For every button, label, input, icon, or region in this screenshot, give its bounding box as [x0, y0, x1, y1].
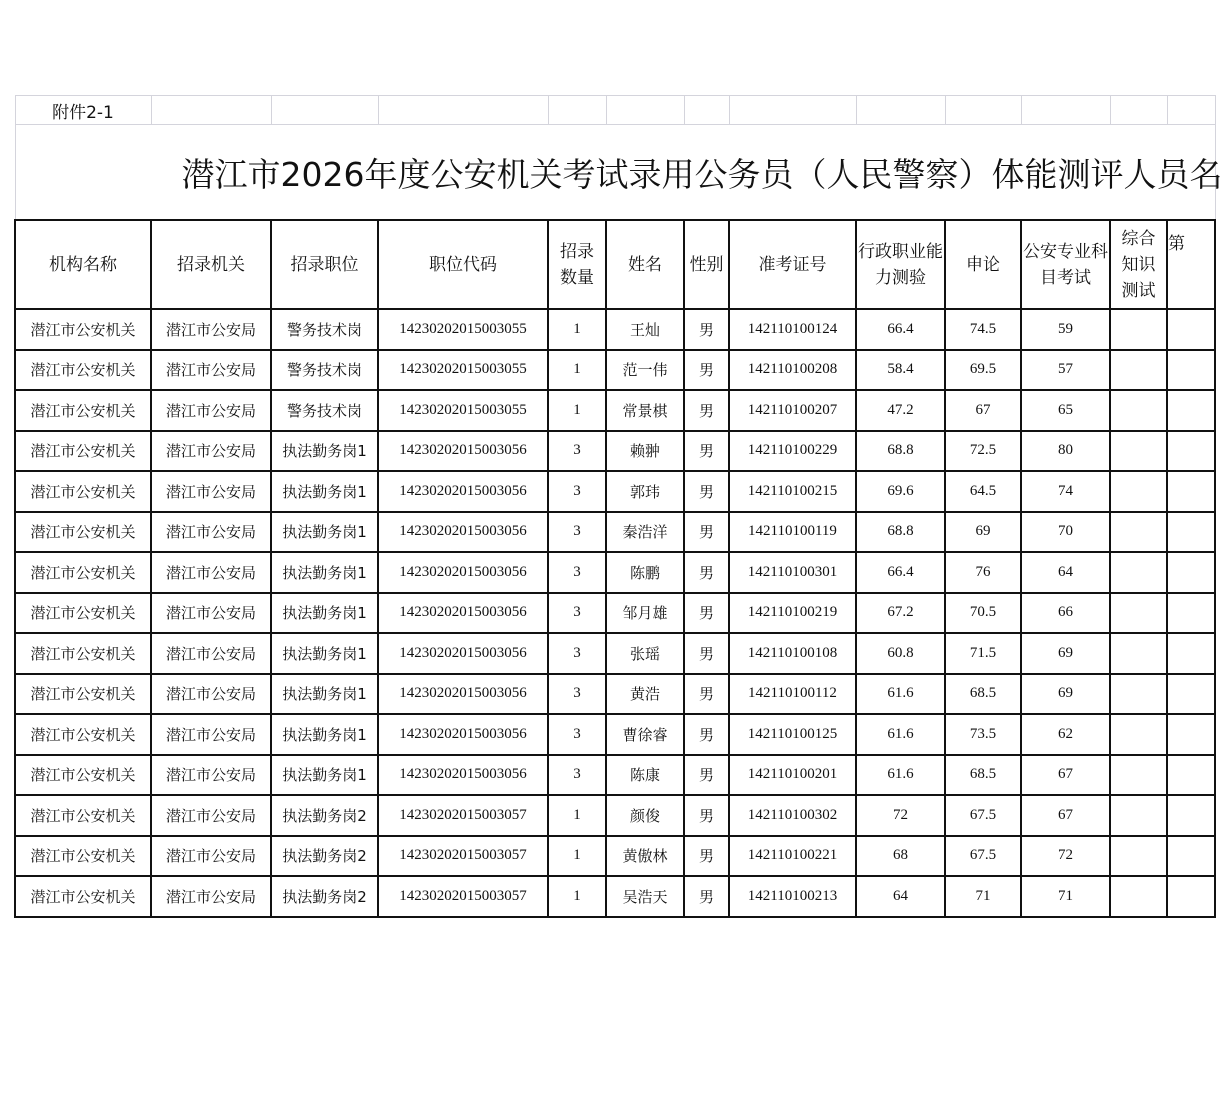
cell-org-name[interactable]: 潜江市公安机关: [15, 350, 151, 391]
cell-quota[interactable]: 3: [548, 714, 606, 755]
cell-ticket-number[interactable]: 142110100112: [729, 674, 856, 715]
column-header-position[interactable]: 招录职位: [271, 220, 378, 309]
cell-essay[interactable]: 73.5: [945, 714, 1021, 755]
cell-aptitude-test[interactable]: 60.8: [856, 633, 945, 674]
cell-org-name[interactable]: 潜江市公安机关: [15, 795, 151, 836]
cell-quota[interactable]: 3: [548, 633, 606, 674]
cell-extra[interactable]: [1167, 714, 1215, 755]
cell-essay[interactable]: 70.5: [945, 593, 1021, 634]
cell-name[interactable]: 王灿: [606, 309, 684, 350]
cell-name[interactable]: 吴浩天: [606, 876, 684, 917]
cell-general-knowledge[interactable]: [1110, 674, 1167, 715]
cell-police-subject[interactable]: 62: [1021, 714, 1110, 755]
empty-cell[interactable]: [945, 96, 1021, 125]
cell-essay[interactable]: 67.5: [945, 795, 1021, 836]
cell-position-code[interactable]: 14230202015003056: [378, 471, 548, 512]
table-row: [15, 431, 1215, 472]
table-row: [15, 390, 1215, 431]
cell-position[interactable]: 执法勤务岗1: [271, 471, 378, 512]
cell-essay[interactable]: 71: [945, 876, 1021, 917]
cell-position[interactable]: 执法勤务岗2: [271, 836, 378, 877]
cell-essay[interactable]: 69.5: [945, 350, 1021, 391]
column-header-gender[interactable]: 性别: [684, 220, 729, 309]
table-row: [15, 755, 1215, 796]
empty-cell[interactable]: [271, 96, 378, 125]
cell-police-subject[interactable]: 80: [1021, 431, 1110, 472]
cell-recruiting-agency[interactable]: 潜江市公安局: [151, 390, 271, 431]
cell-essay[interactable]: 64.5: [945, 471, 1021, 512]
cell-name[interactable]: 张瑶: [606, 633, 684, 674]
cell-org-name[interactable]: 潜江市公安机关: [15, 674, 151, 715]
cell-quota[interactable]: 3: [548, 552, 606, 593]
header-row: [15, 220, 1215, 309]
empty-cell[interactable]: [548, 96, 606, 125]
cell-general-knowledge[interactable]: [1110, 309, 1167, 350]
cell-aptitude-test[interactable]: 47.2: [856, 390, 945, 431]
cell-position[interactable]: 执法勤务岗1: [271, 674, 378, 715]
empty-cell[interactable]: [378, 96, 548, 125]
cell-recruiting-agency[interactable]: 潜江市公安局: [151, 552, 271, 593]
cell-general-knowledge[interactable]: [1110, 471, 1167, 512]
cell-position-code[interactable]: 14230202015003056: [378, 512, 548, 553]
column-header-recruiting-agency[interactable]: 招录机关: [151, 220, 271, 309]
cell-name[interactable]: 陈鹏: [606, 552, 684, 593]
cell-essay[interactable]: 67: [945, 390, 1021, 431]
cell-position[interactable]: 执法勤务岗2: [271, 876, 378, 917]
cell-position[interactable]: 执法勤务岗1: [271, 755, 378, 796]
cell-extra[interactable]: [1167, 471, 1215, 512]
cell-position-code[interactable]: 14230202015003055: [378, 350, 548, 391]
cell-position-code[interactable]: 14230202015003056: [378, 755, 548, 796]
column-header-quota[interactable]: 招录数量: [548, 220, 606, 309]
cell-position[interactable]: 执法勤务岗1: [271, 512, 378, 553]
cell-ticket-number[interactable]: 142110100219: [729, 593, 856, 634]
cell-extra[interactable]: [1167, 674, 1215, 715]
cell-essay[interactable]: 68.5: [945, 674, 1021, 715]
cell-aptitude-test[interactable]: 61.6: [856, 755, 945, 796]
cell-position-code[interactable]: 14230202015003056: [378, 674, 548, 715]
cell-ticket-number[interactable]: 142110100108: [729, 633, 856, 674]
cell-general-knowledge[interactable]: [1110, 795, 1167, 836]
cell-org-name[interactable]: 潜江市公安机关: [15, 390, 151, 431]
table-row: [15, 350, 1215, 391]
cell-aptitude-test[interactable]: 69.6: [856, 471, 945, 512]
cell-essay[interactable]: 74.5: [945, 309, 1021, 350]
cell-gender[interactable]: 男: [684, 674, 729, 715]
cell-org-name[interactable]: 潜江市公安机关: [15, 755, 151, 796]
table-row: [15, 512, 1215, 553]
cell-police-subject[interactable]: 71: [1021, 876, 1110, 917]
table-row: [15, 309, 1215, 350]
cell-general-knowledge[interactable]: [1110, 390, 1167, 431]
cell-quota[interactable]: 1: [548, 390, 606, 431]
table-row: [15, 876, 1215, 917]
empty-cell[interactable]: [856, 96, 945, 125]
cell-ticket-number[interactable]: 142110100207: [729, 390, 856, 431]
cell-quota[interactable]: 3: [548, 471, 606, 512]
cell-gender[interactable]: 男: [684, 836, 729, 877]
cell-org-name[interactable]: 潜江市公安机关: [15, 876, 151, 917]
cell-gender[interactable]: 男: [684, 593, 729, 634]
table-row: [15, 836, 1215, 877]
cell-police-subject[interactable]: 67: [1021, 795, 1110, 836]
cell-essay[interactable]: 71.5: [945, 633, 1021, 674]
cell-general-knowledge[interactable]: [1110, 350, 1167, 391]
cell-police-subject[interactable]: 70: [1021, 512, 1110, 553]
cell-recruiting-agency[interactable]: 潜江市公安局: [151, 633, 271, 674]
cell-gender[interactable]: 男: [684, 552, 729, 593]
cell-name[interactable]: 秦浩洋: [606, 512, 684, 553]
cell-position-code[interactable]: 14230202015003056: [378, 431, 548, 472]
cell-name[interactable]: 范一伟: [606, 350, 684, 391]
cell-aptitude-test[interactable]: 61.6: [856, 714, 945, 755]
cell-ticket-number[interactable]: 142110100215: [729, 471, 856, 512]
cell-police-subject[interactable]: 67: [1021, 755, 1110, 796]
cell-gender[interactable]: 男: [684, 795, 729, 836]
table-row: [15, 795, 1215, 836]
cell-extra[interactable]: [1167, 309, 1215, 350]
cell-position-code[interactable]: 14230202015003056: [378, 714, 548, 755]
cell-quota[interactable]: 1: [548, 836, 606, 877]
cell-org-name[interactable]: 潜江市公安机关: [15, 633, 151, 674]
cell-ticket-number[interactable]: 142110100213: [729, 876, 856, 917]
cell-recruiting-agency[interactable]: 潜江市公安局: [151, 512, 271, 553]
cell-name[interactable]: 陈康: [606, 755, 684, 796]
cell-position[interactable]: 警务技术岗: [271, 350, 378, 391]
empty-cell[interactable]: [684, 96, 729, 125]
cell-police-subject[interactable]: 59: [1021, 309, 1110, 350]
column-header-name[interactable]: 姓名: [606, 220, 684, 309]
cell-gender[interactable]: 男: [684, 755, 729, 796]
cell-quota[interactable]: 1: [548, 350, 606, 391]
cell-gender[interactable]: 男: [684, 431, 729, 472]
table-row: [15, 714, 1215, 755]
cell-aptitude-test[interactable]: 64: [856, 876, 945, 917]
cell-quota[interactable]: 3: [548, 593, 606, 634]
cell-name[interactable]: 常景棋: [606, 390, 684, 431]
column-header-aptitude-test[interactable]: 行政职业能力测验: [856, 220, 945, 309]
cell-position[interactable]: 执法勤务岗1: [271, 633, 378, 674]
cell-extra[interactable]: [1167, 552, 1215, 593]
table-row: [15, 674, 1215, 715]
cell-essay[interactable]: 76: [945, 552, 1021, 593]
cell-name[interactable]: 曹徐睿: [606, 714, 684, 755]
cell-police-subject[interactable]: 66: [1021, 593, 1110, 634]
cell-general-knowledge[interactable]: [1110, 512, 1167, 553]
cell-org-name[interactable]: 潜江市公安机关: [15, 431, 151, 472]
cell-police-subject[interactable]: 65: [1021, 390, 1110, 431]
column-header-ticket-number[interactable]: 准考证号: [729, 220, 856, 309]
cell-position-code[interactable]: 14230202015003055: [378, 309, 548, 350]
roster-table: [14, 95, 1222, 918]
cell-gender[interactable]: 男: [684, 633, 729, 674]
cell-position-code[interactable]: 14230202015003057: [378, 876, 548, 917]
cell-ticket-number[interactable]: 142110100125: [729, 714, 856, 755]
cell-aptitude-test[interactable]: 61.6: [856, 674, 945, 715]
cell-org-name[interactable]: 潜江市公安机关: [15, 512, 151, 553]
cell-recruiting-agency[interactable]: 潜江市公安局: [151, 471, 271, 512]
empty-cell[interactable]: [729, 96, 856, 125]
cell-position[interactable]: 执法勤务岗1: [271, 552, 378, 593]
cell-ticket-number[interactable]: 142110100301: [729, 552, 856, 593]
cell-aptitude-test[interactable]: 68: [856, 836, 945, 877]
cell-extra[interactable]: [1167, 755, 1215, 796]
cell-position[interactable]: 警务技术岗: [271, 390, 378, 431]
column-header-position-code[interactable]: 职位代码: [378, 220, 548, 309]
cell-extra[interactable]: [1167, 795, 1215, 836]
cell-recruiting-agency[interactable]: 潜江市公安局: [151, 755, 271, 796]
column-header-police-subject[interactable]: 公安专业科目考试: [1021, 220, 1110, 309]
column-header-org-name[interactable]: 机构名称: [15, 220, 151, 309]
cell-extra[interactable]: [1167, 350, 1215, 391]
column-header-extra[interactable]: 第: [1167, 220, 1215, 309]
cell-name[interactable]: 赖翀: [606, 431, 684, 472]
cell-extra[interactable]: [1167, 633, 1215, 674]
cell-police-subject[interactable]: 74: [1021, 471, 1110, 512]
cell-gender[interactable]: 男: [684, 309, 729, 350]
cell-ticket-number[interactable]: 142110100229: [729, 431, 856, 472]
empty-cell[interactable]: [1021, 96, 1110, 125]
cell-police-subject[interactable]: 72: [1021, 836, 1110, 877]
cell-gender[interactable]: 男: [684, 714, 729, 755]
cell-quota[interactable]: 3: [548, 512, 606, 553]
cell-name[interactable]: 黄浩: [606, 674, 684, 715]
annex-label[interactable]: 附件2-1: [15, 96, 151, 125]
cell-police-subject[interactable]: 64: [1021, 552, 1110, 593]
cell-essay[interactable]: 67.5: [945, 836, 1021, 877]
cell-aptitude-test[interactable]: 66.4: [856, 552, 945, 593]
empty-cell[interactable]: [151, 96, 271, 125]
cell-gender[interactable]: 男: [684, 350, 729, 391]
cell-ticket-number[interactable]: 142110100221: [729, 836, 856, 877]
cell-ticket-number[interactable]: 142110100208: [729, 350, 856, 391]
cell-recruiting-agency[interactable]: 潜江市公安局: [151, 836, 271, 877]
cell-org-name[interactable]: 潜江市公安机关: [15, 309, 151, 350]
cell-aptitude-test[interactable]: 66.4: [856, 309, 945, 350]
cell-quota[interactable]: 3: [548, 674, 606, 715]
cell-general-knowledge[interactable]: [1110, 633, 1167, 674]
cell-gender[interactable]: 男: [684, 390, 729, 431]
cell-org-name[interactable]: 潜江市公安机关: [15, 471, 151, 512]
table-row: [15, 552, 1215, 593]
cell-position-code[interactable]: 14230202015003057: [378, 795, 548, 836]
cell-aptitude-test[interactable]: 68.8: [856, 512, 945, 553]
empty-cell[interactable]: [1167, 96, 1215, 125]
cell-extra[interactable]: [1167, 512, 1215, 553]
cell-extra[interactable]: [1167, 836, 1215, 877]
cell-general-knowledge[interactable]: [1110, 431, 1167, 472]
cell-gender[interactable]: 男: [684, 876, 729, 917]
cell-ticket-number[interactable]: 142110100124: [729, 309, 856, 350]
cell-recruiting-agency[interactable]: 潜江市公安局: [151, 795, 271, 836]
cell-extra[interactable]: [1167, 876, 1215, 917]
cell-essay[interactable]: 68.5: [945, 755, 1021, 796]
cell-extra[interactable]: [1167, 593, 1215, 634]
cell-aptitude-test[interactable]: 58.4: [856, 350, 945, 391]
cell-position-code[interactable]: 14230202015003056: [378, 593, 548, 634]
cell-position-code[interactable]: 14230202015003056: [378, 552, 548, 593]
cell-extra[interactable]: [1167, 390, 1215, 431]
table-row: [15, 471, 1215, 512]
cell-recruiting-agency[interactable]: 潜江市公安局: [151, 674, 271, 715]
cell-aptitude-test[interactable]: 72: [856, 795, 945, 836]
cell-recruiting-agency[interactable]: 潜江市公安局: [151, 350, 271, 391]
column-header-essay[interactable]: 申论: [945, 220, 1021, 309]
cell-quota[interactable]: 1: [548, 795, 606, 836]
cell-ticket-number[interactable]: 142110100119: [729, 512, 856, 553]
cell-org-name[interactable]: 潜江市公安机关: [15, 552, 151, 593]
cell-quota[interactable]: 3: [548, 431, 606, 472]
cell-recruiting-agency[interactable]: 潜江市公安局: [151, 431, 271, 472]
cell-police-subject[interactable]: 69: [1021, 633, 1110, 674]
cell-ticket-number[interactable]: 142110100302: [729, 795, 856, 836]
cell-general-knowledge[interactable]: [1110, 714, 1167, 755]
cell-police-subject[interactable]: 57: [1021, 350, 1110, 391]
cell-quota[interactable]: 1: [548, 876, 606, 917]
cell-recruiting-agency[interactable]: 潜江市公安局: [151, 593, 271, 634]
cell-general-knowledge[interactable]: [1110, 836, 1167, 877]
cell-general-knowledge[interactable]: [1110, 876, 1167, 917]
empty-cell[interactable]: [1110, 96, 1167, 125]
cell-recruiting-agency[interactable]: 潜江市公安局: [151, 876, 271, 917]
annex-row: [15, 96, 1215, 125]
cell-position-code[interactable]: 14230202015003057: [378, 836, 548, 877]
cell-position[interactable]: 警务技术岗: [271, 309, 378, 350]
cell-quota[interactable]: 1: [548, 309, 606, 350]
cell-name[interactable]: 邹月雄: [606, 593, 684, 634]
cell-position[interactable]: 执法勤务岗1: [271, 431, 378, 472]
cell-essay[interactable]: 69: [945, 512, 1021, 553]
table-row: [15, 593, 1215, 634]
cell-police-subject[interactable]: 69: [1021, 674, 1110, 715]
page-title[interactable]: 潜江市2026年度公安机关考试录用公务员（人民警察）体能测评人员名: [15, 125, 1215, 221]
column-header-general-knowledge[interactable]: 综合知识测试: [1110, 220, 1167, 309]
cell-gender[interactable]: 男: [684, 512, 729, 553]
cell-name[interactable]: 郭玮: [606, 471, 684, 512]
cell-position-code[interactable]: 14230202015003056: [378, 633, 548, 674]
cell-name[interactable]: 颜俊: [606, 795, 684, 836]
cell-gender[interactable]: 男: [684, 471, 729, 512]
cell-extra[interactable]: [1167, 431, 1215, 472]
cell-org-name[interactable]: 潜江市公安机关: [15, 714, 151, 755]
cell-ticket-number[interactable]: 142110100201: [729, 755, 856, 796]
cell-recruiting-agency[interactable]: 潜江市公安局: [151, 714, 271, 755]
cell-general-knowledge[interactable]: [1110, 755, 1167, 796]
cell-essay[interactable]: 72.5: [945, 431, 1021, 472]
cell-org-name[interactable]: 潜江市公安机关: [15, 593, 151, 634]
cell-general-knowledge[interactable]: [1110, 593, 1167, 634]
cell-quota[interactable]: 3: [548, 755, 606, 796]
cell-recruiting-agency[interactable]: 潜江市公安局: [151, 309, 271, 350]
table-row: [15, 633, 1215, 674]
cell-name[interactable]: 黄傲林: [606, 836, 684, 877]
cell-aptitude-test[interactable]: 68.8: [856, 431, 945, 472]
cell-position[interactable]: 执法勤务岗1: [271, 714, 378, 755]
cell-org-name[interactable]: 潜江市公安机关: [15, 836, 151, 877]
cell-position-code[interactable]: 14230202015003055: [378, 390, 548, 431]
empty-cell[interactable]: [606, 96, 684, 125]
cell-general-knowledge[interactable]: [1110, 552, 1167, 593]
cell-position[interactable]: 执法勤务岗1: [271, 593, 378, 634]
cell-aptitude-test[interactable]: 67.2: [856, 593, 945, 634]
cell-position[interactable]: 执法勤务岗2: [271, 795, 378, 836]
title-row: [15, 125, 1215, 221]
